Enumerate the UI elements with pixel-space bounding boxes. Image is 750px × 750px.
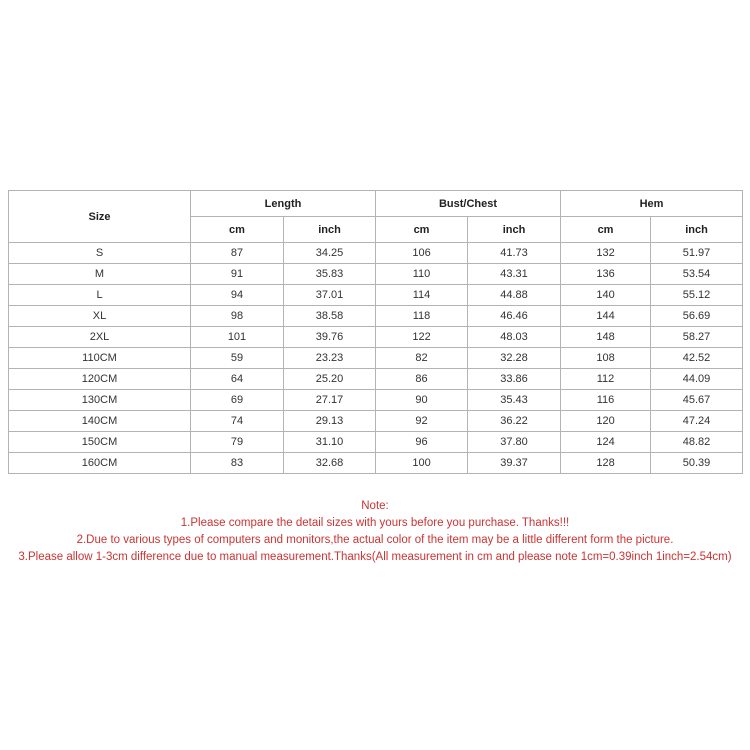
- value-cell: 55.12: [651, 285, 743, 306]
- value-cell: 96: [376, 432, 468, 453]
- column-header-hem: Hem: [561, 191, 743, 217]
- value-cell: 136: [561, 264, 651, 285]
- value-cell: 34.25: [284, 243, 376, 264]
- value-cell: 37.80: [468, 432, 561, 453]
- value-cell: 32.68: [284, 453, 376, 474]
- value-cell: 83: [191, 453, 284, 474]
- value-cell: 37.01: [284, 285, 376, 306]
- value-cell: 132: [561, 243, 651, 264]
- value-cell: 122: [376, 327, 468, 348]
- table-row: [9, 243, 743, 264]
- value-cell: 45.67: [651, 390, 743, 411]
- note-line-1: 1.Please compare the detail sizes with yours before you purchase. Thanks!!!: [180, 517, 570, 529]
- table-row: [9, 453, 743, 474]
- subheader-bust-cm: cm: [376, 217, 468, 243]
- value-cell: 74: [191, 411, 284, 432]
- value-cell: 51.97: [651, 243, 743, 264]
- value-cell: 110: [376, 264, 468, 285]
- table-row: [9, 264, 743, 285]
- note-line-2: 2.Due to various types of computers and monitors,the actual color of the item may be a little different form the picture.: [76, 534, 674, 546]
- column-header-length: Length: [191, 191, 376, 217]
- note-title: Note:: [361, 500, 389, 512]
- size-cell: S: [9, 243, 191, 264]
- table-row: [9, 390, 743, 411]
- value-cell: 48.03: [468, 327, 561, 348]
- value-cell: 108: [561, 348, 651, 369]
- value-cell: 25.20: [284, 369, 376, 390]
- size-cell: XL: [9, 306, 191, 327]
- column-header-bust-chest: Bust/Chest: [376, 191, 561, 217]
- table-row: [9, 348, 743, 369]
- size-cell: M: [9, 264, 191, 285]
- table-row: [9, 369, 743, 390]
- value-cell: 27.17: [284, 390, 376, 411]
- value-cell: 90: [376, 390, 468, 411]
- value-cell: 42.52: [651, 348, 743, 369]
- column-header-size: Size: [9, 191, 191, 243]
- value-cell: 64: [191, 369, 284, 390]
- note-line-3: 3.Please allow 1-3cm difference due to manual measurement.Thanks(All measurement in cm and please note 1cm=0.39inch 1inch=2.54cm): [18, 551, 732, 563]
- size-chart-table: [8, 190, 743, 474]
- value-cell: 128: [561, 453, 651, 474]
- value-cell: 36.22: [468, 411, 561, 432]
- value-cell: 86: [376, 369, 468, 390]
- value-cell: 98: [191, 306, 284, 327]
- value-cell: 87: [191, 243, 284, 264]
- value-cell: 44.88: [468, 285, 561, 306]
- value-cell: 58.27: [651, 327, 743, 348]
- table-row: [9, 432, 743, 453]
- value-cell: 140: [561, 285, 651, 306]
- value-cell: 120: [561, 411, 651, 432]
- value-cell: 39.76: [284, 327, 376, 348]
- size-cell: 2XL: [9, 327, 191, 348]
- table-row: [9, 411, 743, 432]
- table-row: [9, 285, 743, 306]
- value-cell: 124: [561, 432, 651, 453]
- value-cell: 33.86: [468, 369, 561, 390]
- note-block: [0, 498, 750, 566]
- size-cell: 130CM: [9, 390, 191, 411]
- subheader-bust-inch: inch: [468, 217, 561, 243]
- value-cell: 112: [561, 369, 651, 390]
- value-cell: 23.23: [284, 348, 376, 369]
- value-cell: 114: [376, 285, 468, 306]
- subheader-hem-inch: inch: [651, 217, 743, 243]
- value-cell: 79: [191, 432, 284, 453]
- size-cell: 120CM: [9, 369, 191, 390]
- size-cell: 150CM: [9, 432, 191, 453]
- value-cell: 50.39: [651, 453, 743, 474]
- value-cell: 59: [191, 348, 284, 369]
- value-cell: 94: [191, 285, 284, 306]
- size-cell: 110CM: [9, 348, 191, 369]
- table-header: [9, 191, 743, 243]
- value-cell: 32.28: [468, 348, 561, 369]
- value-cell: 118: [376, 306, 468, 327]
- value-cell: 148: [561, 327, 651, 348]
- table-row: [9, 327, 743, 348]
- size-cell: 140CM: [9, 411, 191, 432]
- value-cell: 47.24: [651, 411, 743, 432]
- value-cell: 41.73: [468, 243, 561, 264]
- value-cell: 43.31: [468, 264, 561, 285]
- value-cell: 35.43: [468, 390, 561, 411]
- subheader-hem-cm: cm: [561, 217, 651, 243]
- value-cell: 56.69: [651, 306, 743, 327]
- value-cell: 48.82: [651, 432, 743, 453]
- value-cell: 29.13: [284, 411, 376, 432]
- header-group-row: [9, 191, 743, 217]
- value-cell: 38.58: [284, 306, 376, 327]
- value-cell: 91: [191, 264, 284, 285]
- size-cell: 160CM: [9, 453, 191, 474]
- value-cell: 53.54: [651, 264, 743, 285]
- size-table-body: [9, 243, 743, 474]
- value-cell: 44.09: [651, 369, 743, 390]
- value-cell: 46.46: [468, 306, 561, 327]
- value-cell: 116: [561, 390, 651, 411]
- size-cell: L: [9, 285, 191, 306]
- table-row: [9, 306, 743, 327]
- value-cell: 92: [376, 411, 468, 432]
- value-cell: 31.10: [284, 432, 376, 453]
- value-cell: 106: [376, 243, 468, 264]
- value-cell: 39.37: [468, 453, 561, 474]
- value-cell: 101: [191, 327, 284, 348]
- value-cell: 35.83: [284, 264, 376, 285]
- value-cell: 100: [376, 453, 468, 474]
- subheader-length-cm: cm: [191, 217, 284, 243]
- value-cell: 144: [561, 306, 651, 327]
- subheader-length-inch: inch: [284, 217, 376, 243]
- value-cell: 69: [191, 390, 284, 411]
- value-cell: 82: [376, 348, 468, 369]
